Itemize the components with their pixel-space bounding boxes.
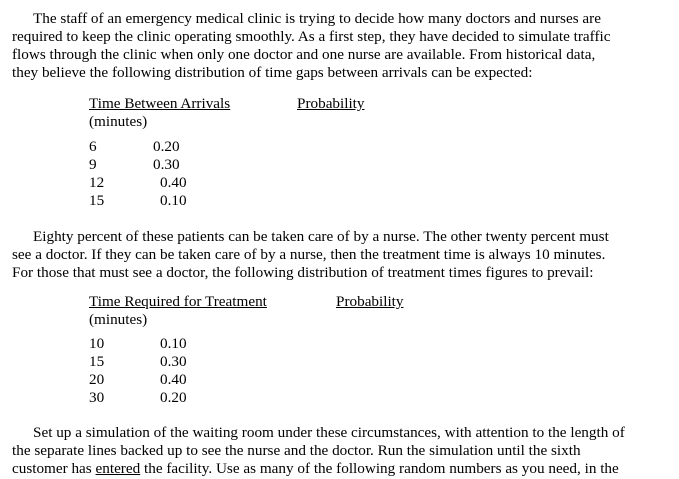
- treatment-table-prob: 0.30: [160, 353, 187, 370]
- arrivals-table-prob: 0.30: [153, 156, 180, 173]
- arrivals-table-prob: 0.40: [160, 174, 187, 191]
- treatment-table-time: 10: [89, 335, 105, 352]
- paragraph-instructions-text: the facility. Use as many of the following random numbers as you need, in the: [140, 460, 619, 477]
- treatment-table-header-time: Time Required for Treatment: [89, 293, 267, 310]
- paragraph-treatment-line: Eighty percent of these patients can be taken care of by a nurse. The other twenty percent must: [33, 228, 609, 245]
- paragraph-instructions-line: the separate lines backed up to see the nurse and the doctor. Run the simulation until the sixth: [12, 442, 581, 459]
- treatment-table-prob: 0.40: [160, 371, 187, 388]
- paragraph-treatment: [12, 228, 672, 282]
- arrivals-table-time: 15: [89, 192, 105, 209]
- treatment-table-prob: 0.10: [160, 335, 187, 352]
- paragraph-instructions: [12, 424, 672, 478]
- arrivals-table-prob: 0.10: [160, 192, 187, 209]
- arrivals-table-time: 6: [89, 138, 97, 155]
- paragraph-intro-line: required to keep the clinic operating smoothly. As a first step, they have decided to simulate traffic: [12, 28, 611, 45]
- treatment-table-header-probability: Probability: [336, 293, 404, 310]
- treatment-table-prob: 0.20: [160, 389, 187, 406]
- paragraph-treatment-line: For those that must see a doctor, the following distribution of treatment times figures to prevail:: [12, 264, 594, 281]
- paragraph-intro-line: they believe the following distribution of time gaps between arrivals can be expected:: [12, 64, 533, 81]
- entered-emphasis: entered: [95, 460, 141, 477]
- treatment-table-time: 15: [89, 353, 105, 370]
- paragraph-intro-line: flows through the clinic when only one doctor and one nurse are available. From historical data,: [12, 46, 596, 63]
- paragraph-instructions-line: Set up a simulation of the waiting room under these circumstances, with attention to the length of: [33, 424, 625, 441]
- paragraph-treatment-line: see a doctor. If they can be taken care of by a nurse, then the treatment time is always 10 minutes.: [12, 246, 606, 263]
- treatment-table-subheader: (minutes): [89, 311, 148, 328]
- paragraph-instructions-line: [12, 460, 672, 478]
- arrivals-table-time: 12: [89, 174, 105, 191]
- paragraph-intro-line: The staff of an emergency medical clinic is trying to decide how many doctors and nurses are: [33, 10, 601, 27]
- arrivals-table-time: 9: [89, 156, 97, 173]
- paragraph-instructions-text: customer has: [12, 460, 96, 477]
- arrivals-table-prob: 0.20: [153, 138, 180, 155]
- paragraph-intro: [12, 10, 672, 82]
- arrivals-table-header-time: Time Between Arrivals: [89, 95, 231, 112]
- treatment-table-time: 20: [89, 371, 105, 388]
- treatment-table-time: 30: [89, 389, 105, 406]
- arrivals-table-header-probability: Probability: [297, 95, 365, 112]
- arrivals-table-subheader: (minutes): [89, 113, 148, 130]
